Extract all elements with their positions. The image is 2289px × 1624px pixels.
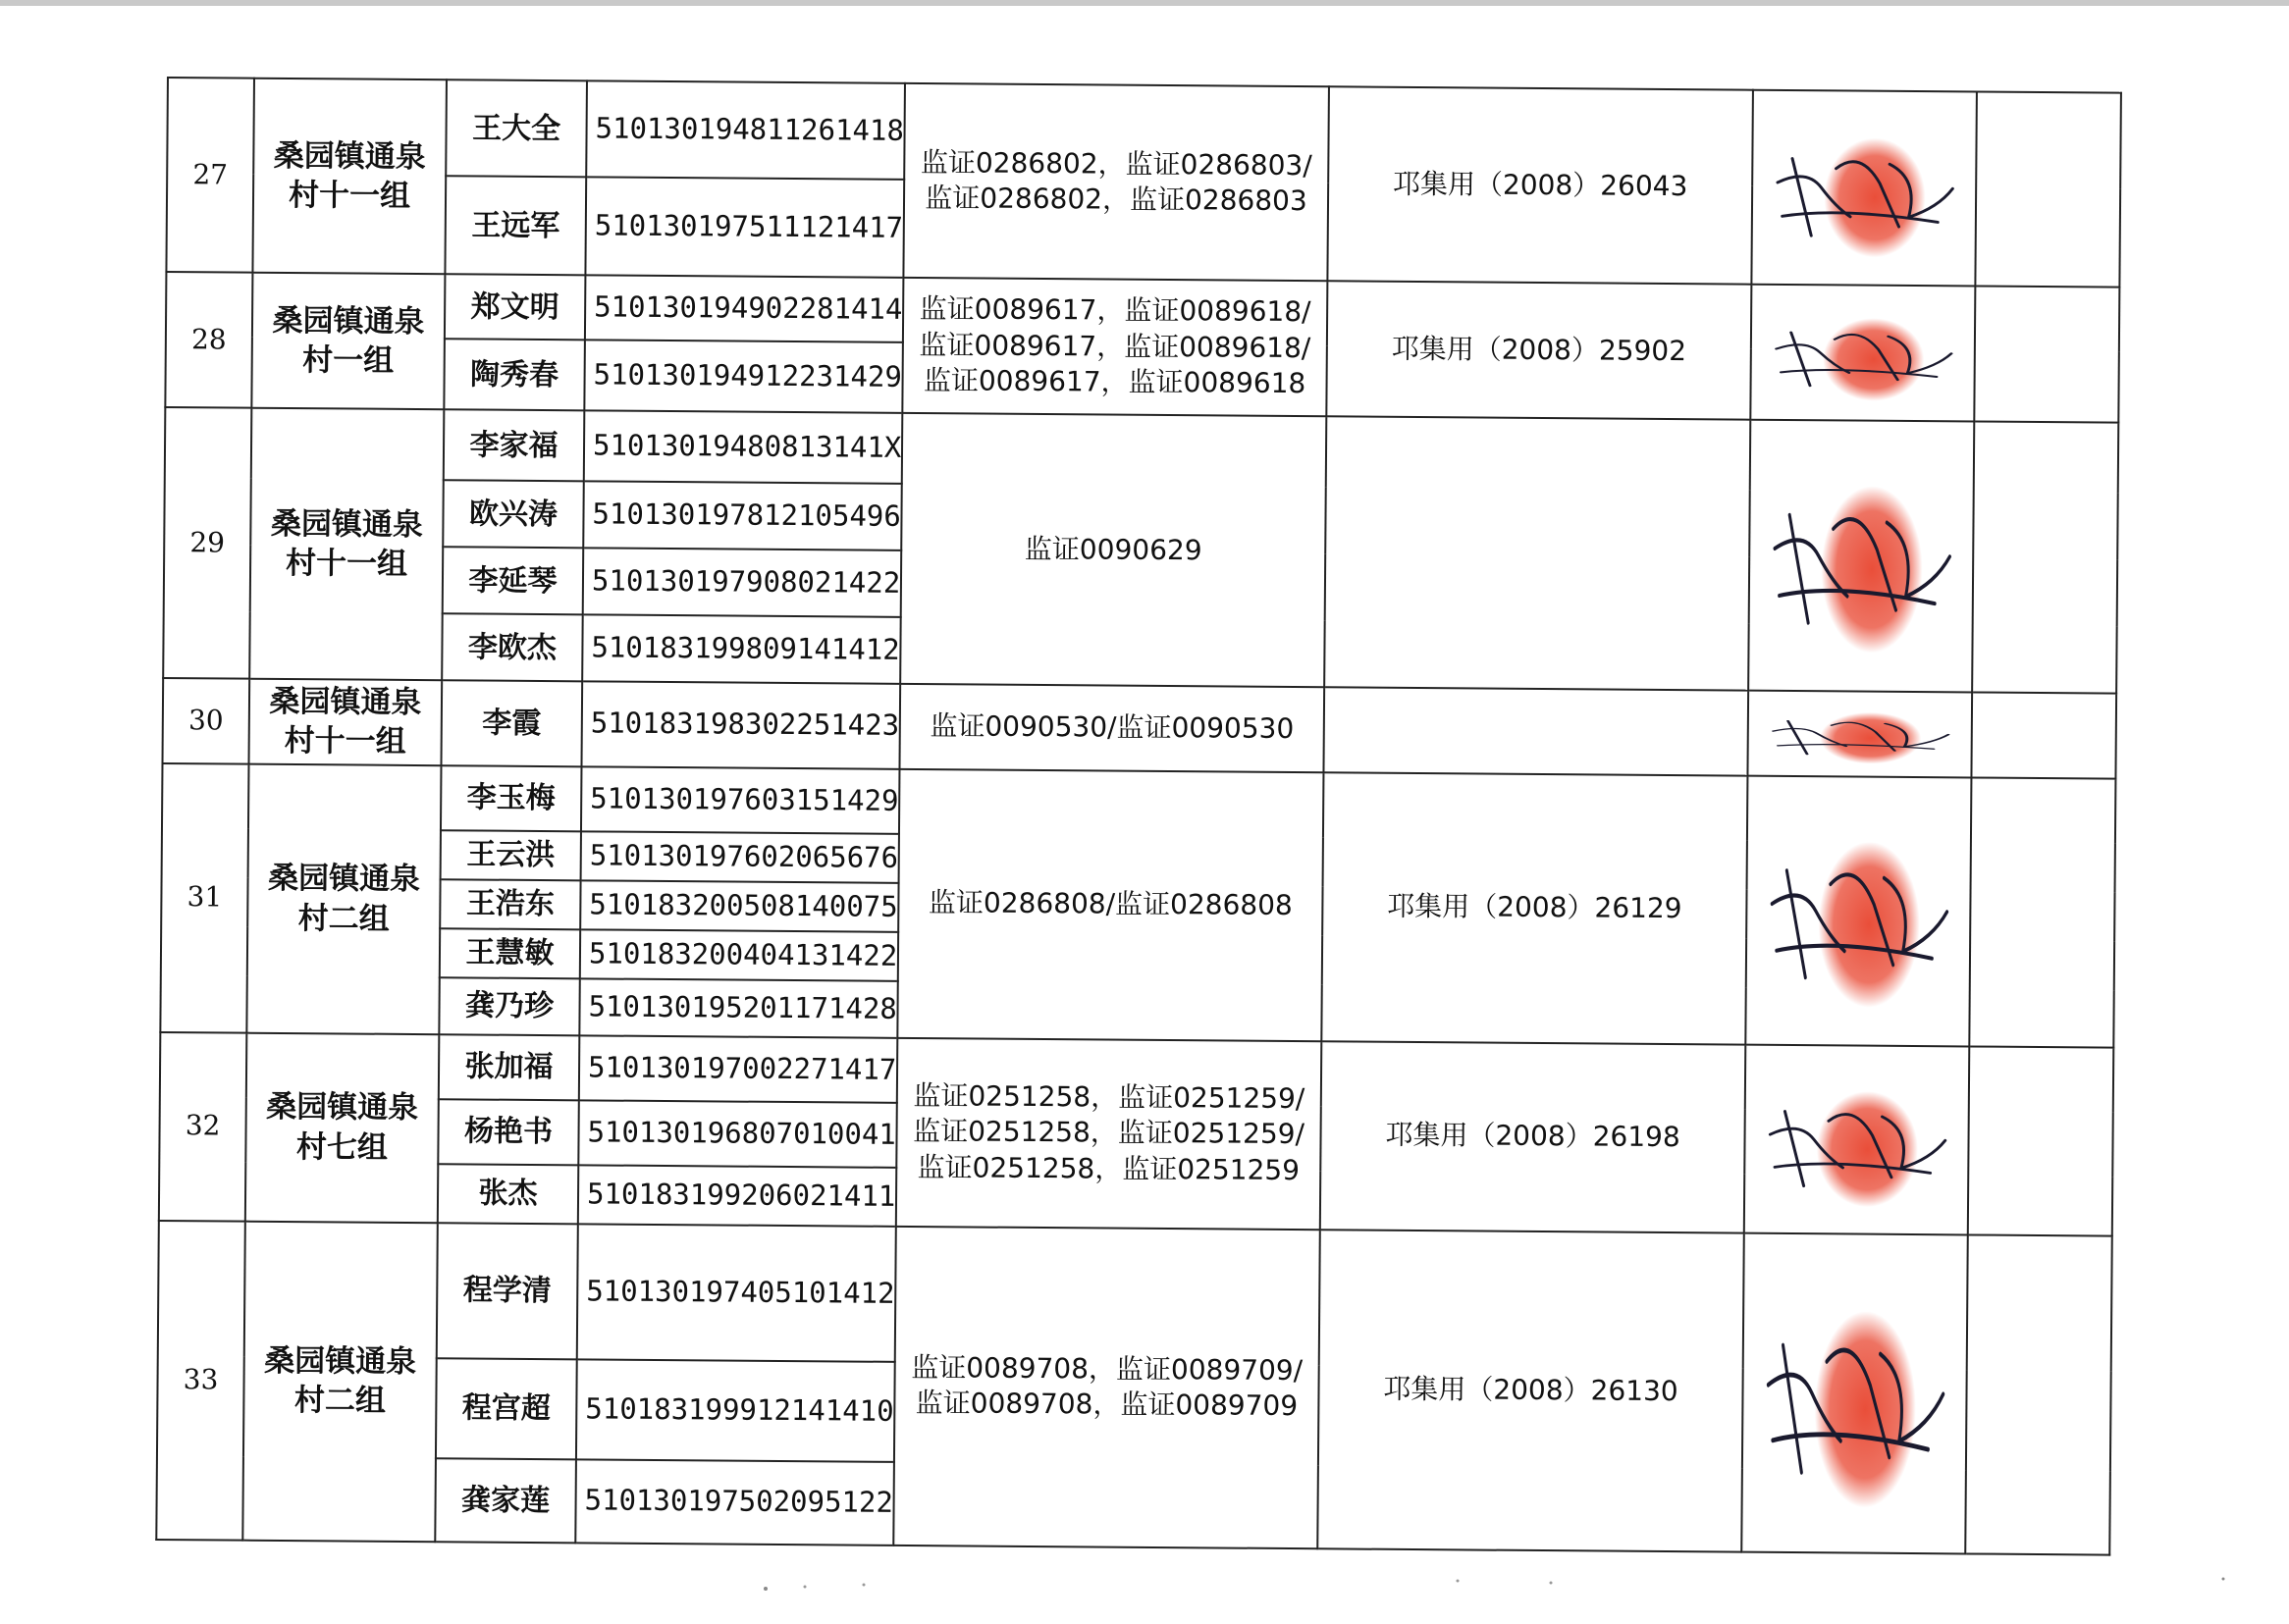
certificate-numbers: 监证0090530/监证0090530 bbox=[899, 684, 1324, 772]
id-number: 510130197002271417 bbox=[579, 1035, 898, 1103]
certificate-numbers: 监证0286808/监证0286808 bbox=[897, 768, 1323, 1040]
person-name: 李延琴 bbox=[443, 547, 584, 614]
person-name: 杨艳书 bbox=[438, 1099, 579, 1165]
id-number: 510130195201171428 bbox=[579, 978, 897, 1038]
handwriting-stroke bbox=[1788, 515, 1809, 623]
land-use-certificate: 邛集用（2008）26129 bbox=[1321, 772, 1747, 1044]
person-name: 程宫超 bbox=[436, 1358, 577, 1459]
remarks-cell bbox=[1974, 286, 2119, 422]
fingerprint-and-signature bbox=[1745, 1045, 1968, 1233]
certificate-numbers: 监证0251258，监证0251259/监证0251258，监证0251259/监证0251258，监证0251259 bbox=[896, 1037, 1321, 1229]
village-group: 桑园镇通泉村十一组 bbox=[249, 679, 443, 765]
id-number: 510130194811261418 bbox=[586, 80, 905, 180]
person-name: 欧兴涛 bbox=[443, 480, 584, 548]
table-row bbox=[167, 78, 2121, 189]
person-name: 张杰 bbox=[438, 1164, 578, 1224]
person-name: 王浩东 bbox=[440, 879, 580, 929]
signature-cell bbox=[1748, 420, 1974, 693]
id-number: 510183200404131422 bbox=[580, 929, 898, 981]
table-row bbox=[158, 1221, 2112, 1372]
person-name: 陶秀春 bbox=[444, 339, 585, 410]
person-name: 龚家莲 bbox=[435, 1458, 576, 1543]
village-group: 桑园镇通泉村七组 bbox=[245, 1032, 440, 1223]
signature-cell bbox=[1745, 775, 1971, 1046]
table-body bbox=[156, 78, 2121, 1554]
signature-cell bbox=[1750, 285, 1975, 422]
id-number: 510183199206021411 bbox=[578, 1165, 896, 1227]
remarks-cell bbox=[1975, 91, 2121, 287]
signature-cell bbox=[1747, 691, 1972, 777]
handwriting-stroke bbox=[1783, 1345, 1803, 1472]
remarks-cell bbox=[1965, 1234, 2112, 1554]
handwriting-stroke bbox=[1791, 159, 1811, 236]
remarks-cell bbox=[1968, 1046, 2114, 1235]
land-use-certificate: 邛集用（2008）25902 bbox=[1326, 281, 1751, 419]
village-group: 桑园镇通泉村二组 bbox=[242, 1221, 438, 1542]
record-number: 27 bbox=[166, 78, 254, 273]
person-name: 程学清 bbox=[437, 1223, 578, 1359]
fingerprint-and-signature bbox=[1751, 286, 1974, 421]
record-number: 32 bbox=[159, 1032, 247, 1222]
certificate-numbers: 监证0089617，监证0089618/监证0089617，监证0089618/监证0089617，监证0089618 bbox=[902, 278, 1327, 416]
record-number: 30 bbox=[163, 678, 250, 763]
land-use-certificate: 邛集用（2008）26198 bbox=[1320, 1041, 1745, 1232]
person-name: 李玉梅 bbox=[441, 765, 582, 831]
record-number: 31 bbox=[160, 763, 248, 1033]
scan-edge bbox=[0, 0, 2289, 6]
handwriting-stroke bbox=[1790, 333, 1810, 387]
id-number: 510183199809141412 bbox=[582, 614, 901, 684]
person-name: 王慧敏 bbox=[440, 928, 580, 978]
id-number: 510130196807010041 bbox=[578, 1100, 897, 1168]
land-use-certificate bbox=[1323, 687, 1748, 775]
certificate-numbers: 监证0090629 bbox=[900, 413, 1326, 687]
fingerprint-and-signature bbox=[1742, 1233, 1967, 1552]
signature-cell bbox=[1741, 1232, 1968, 1553]
land-use-certificate: 邛集用（2008）26130 bbox=[1317, 1230, 1744, 1551]
id-number: 510130197602065676 bbox=[581, 831, 899, 883]
record-number: 28 bbox=[165, 272, 252, 408]
scan-dust-marks bbox=[0, 1575, 2289, 1614]
fingerprint-and-signature bbox=[1746, 776, 1970, 1045]
village-group: 桑园镇通泉村一组 bbox=[251, 273, 445, 410]
land-use-certificate bbox=[1324, 416, 1750, 690]
land-use-certificate: 邛集用（2008）26043 bbox=[1327, 86, 1753, 284]
id-number: 510130197603151429 bbox=[581, 766, 900, 834]
handwriting-stroke bbox=[1784, 1111, 1804, 1185]
id-number: 510130197511121417 bbox=[585, 177, 904, 278]
registration-table bbox=[155, 77, 2122, 1555]
village-group: 桑园镇通泉村二组 bbox=[246, 763, 441, 1034]
record-number: 29 bbox=[163, 407, 251, 679]
person-name: 王远军 bbox=[445, 176, 586, 275]
person-name: 王大全 bbox=[446, 79, 587, 177]
id-number: 510183198302251423 bbox=[581, 681, 900, 768]
handwriting-stroke bbox=[1785, 870, 1806, 977]
certificate-numbers: 监证0286802，监证0286803/监证0286802，监证0286803 bbox=[903, 83, 1329, 281]
remarks-cell bbox=[1969, 777, 2115, 1047]
id-number: 510130197812105496 bbox=[583, 481, 902, 550]
person-name: 李霞 bbox=[441, 680, 582, 766]
id-number: 510130194912231429 bbox=[584, 340, 903, 413]
person-name: 龚乃珍 bbox=[439, 977, 579, 1035]
id-number: 510130197502095122 bbox=[575, 1459, 894, 1545]
signature-cell bbox=[1751, 90, 1977, 287]
village-group: 桑园镇通泉村十一组 bbox=[249, 408, 444, 681]
person-name: 郑文明 bbox=[445, 274, 586, 340]
person-name: 李家福 bbox=[444, 409, 585, 481]
id-number: 510183200508140075 bbox=[580, 880, 898, 932]
table-row bbox=[163, 678, 2117, 778]
id-number: 510130197908021422 bbox=[583, 548, 902, 617]
fingerprint-and-signature bbox=[1752, 91, 1976, 286]
id-number: 510130194902281414 bbox=[585, 275, 904, 342]
id-number: 51013019480813141X bbox=[584, 410, 903, 484]
id-number: 510130197405101412 bbox=[577, 1224, 896, 1362]
person-name: 张加福 bbox=[439, 1034, 580, 1100]
id-number: 510183199912141410 bbox=[576, 1359, 895, 1462]
person-name: 李欧杰 bbox=[442, 613, 583, 681]
signature-cell bbox=[1744, 1044, 1970, 1234]
remarks-cell bbox=[1971, 692, 2116, 778]
person-name: 王云洪 bbox=[441, 830, 581, 880]
certificate-numbers: 监证0089708，监证0089709/监证0089708，监证0089709 bbox=[893, 1226, 1320, 1547]
fingerprint-and-signature bbox=[1748, 692, 1971, 776]
remarks-cell bbox=[1972, 421, 2118, 693]
village-group: 桑园镇通泉村十一组 bbox=[252, 79, 447, 275]
fingerprint-and-signature bbox=[1749, 421, 1973, 692]
handwriting-stroke bbox=[1787, 721, 1807, 755]
record-number: 33 bbox=[156, 1221, 245, 1541]
